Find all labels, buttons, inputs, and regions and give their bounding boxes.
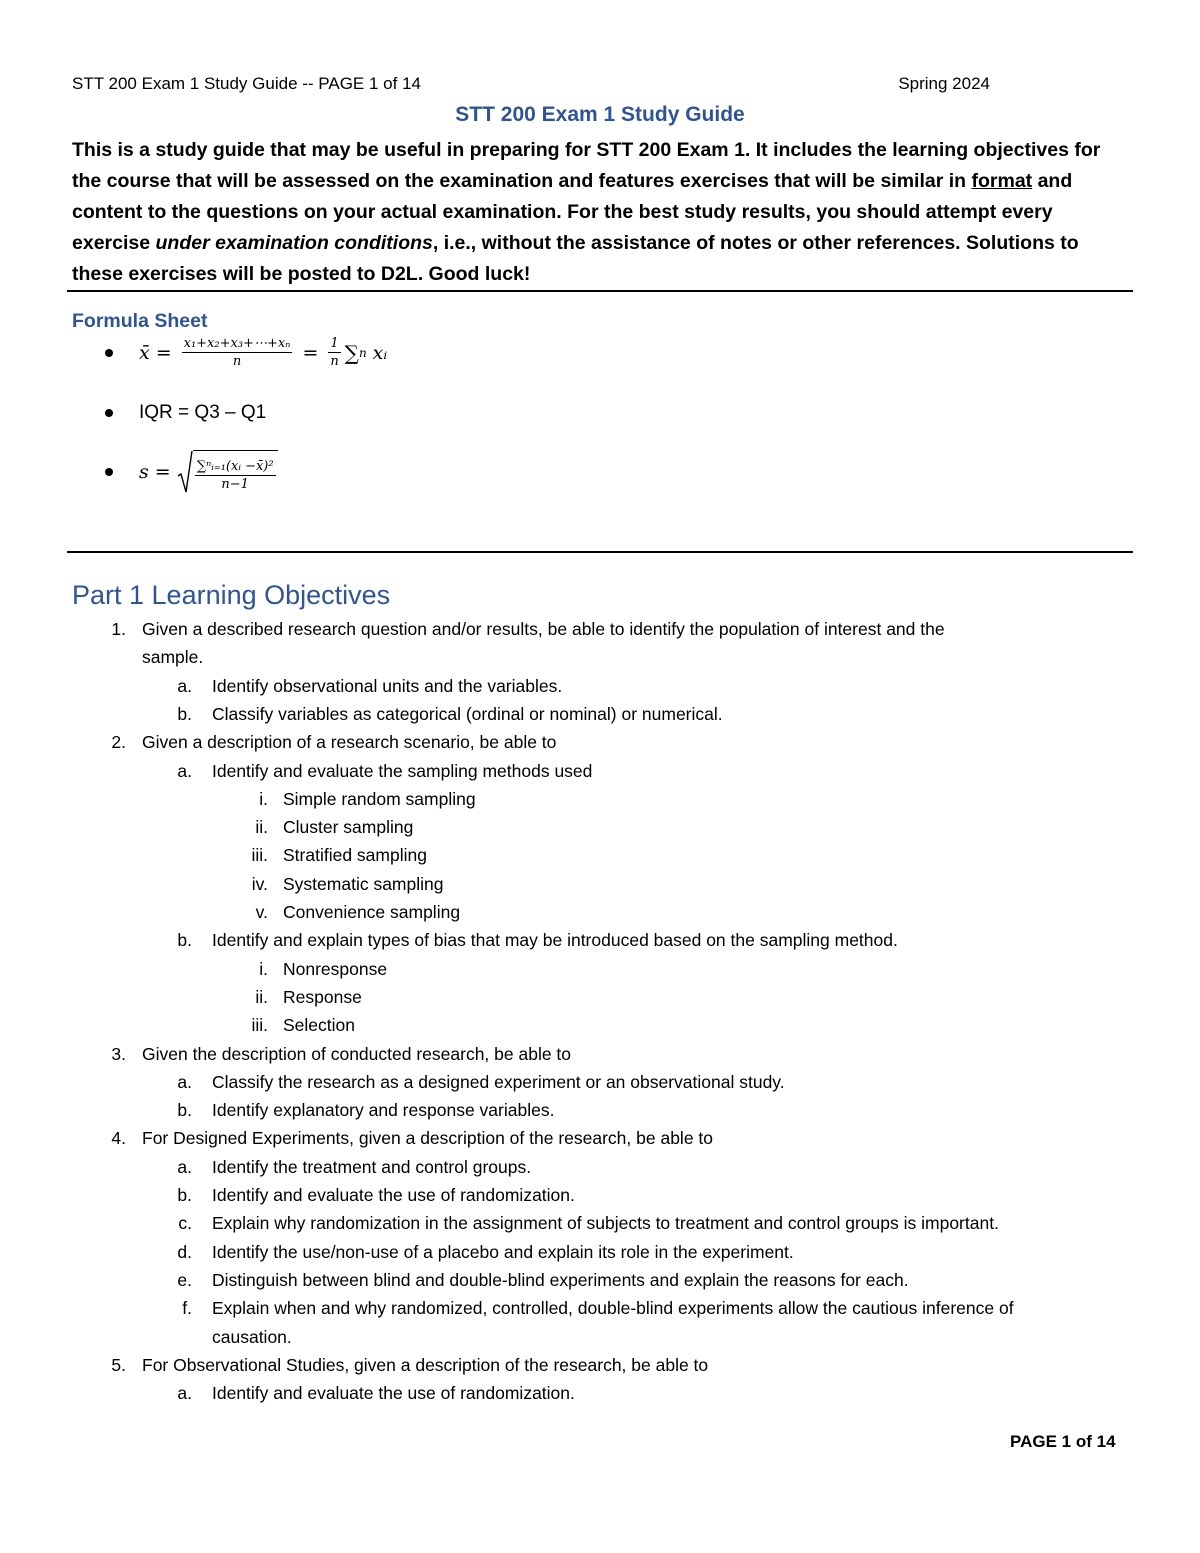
- objective-text: Explain when and why randomized, controlled, double-blind experiments allow the cautious inference of: [212, 1298, 1014, 1318]
- sd-fraction: [195, 459, 276, 492]
- divider-bottom: [67, 551, 1133, 553]
- objective-text: Systematic sampling: [283, 874, 444, 894]
- formula-sheet-heading: Formula Sheet: [72, 310, 208, 332]
- running-header: [72, 74, 990, 94]
- summation-subscript: n: [358, 345, 367, 360]
- objective-text: causation.: [212, 1327, 292, 1347]
- bullet-icon: [105, 349, 113, 357]
- objective-marker: b.: [177, 1100, 192, 1120]
- objective-text: Given a description of a research scenario, be able to: [142, 732, 557, 752]
- intro-text-3: , i.e., without the assistance of notes or other references. Solutions to these exercises will be posted to D2L. Good luck!: [72, 232, 1079, 285]
- objective-text: Explain why randomization in the assignment of subjects to treatment and control groups is important.: [212, 1213, 999, 1233]
- mean-equation: [139, 336, 387, 369]
- header-left: STT 200 Exam 1 Study Guide -- PAGE 1 of 14: [72, 74, 421, 93]
- sd-equation: [139, 450, 278, 494]
- objective-text: Stratified sampling: [283, 845, 427, 865]
- radicand: [193, 450, 278, 494]
- square-root: [177, 450, 278, 494]
- objective-marker: f.: [182, 1298, 192, 1318]
- mean-lhs: x̄: [139, 341, 150, 364]
- bullet-icon: [105, 468, 113, 476]
- divider-top: [67, 290, 1133, 292]
- sd-numerator: ∑ⁿᵢ₌₁(xᵢ −x̄)²: [196, 459, 274, 474]
- page-footer: [1010, 1432, 1116, 1452]
- equals-sign: =: [154, 461, 171, 483]
- objective-marker: i.: [259, 959, 268, 979]
- objective-marker: a.: [177, 1383, 192, 1403]
- footer-of: of: [1075, 1432, 1092, 1451]
- sd-lhs: s: [139, 461, 149, 483]
- objective-marker: a.: [177, 676, 192, 696]
- objective-text: Classify variables as categorical (ordinal or nominal) or numerical.: [212, 704, 723, 724]
- objective-marker: v.: [255, 902, 268, 922]
- objective-text: Cluster sampling: [283, 817, 414, 837]
- objective-marker: 1.: [111, 619, 126, 639]
- mean-numerator: x₁+x₂+x₃+⋯+xₙ: [183, 336, 291, 351]
- objective-text: Identify the use/non-use of a placebo and explain its role in the experiment.: [212, 1242, 794, 1262]
- objective-marker: iii.: [251, 845, 268, 865]
- summation-icon: ∑: [344, 340, 359, 365]
- objective-text: Given a described research question and/or results, be able to identify the population of interest and the: [142, 619, 945, 639]
- header-right: Spring 2024: [898, 74, 990, 93]
- objective-text: Nonresponse: [283, 959, 388, 979]
- footer-total: 14: [1096, 1432, 1116, 1451]
- sd-denominator: n−1: [221, 477, 249, 492]
- objective-marker: 2.: [111, 732, 126, 752]
- objective-text: Identify observational units and the variables.: [212, 676, 563, 696]
- footer-current: 1: [1061, 1432, 1072, 1451]
- fraction-numerator: 1: [330, 336, 339, 351]
- objective-text: sample.: [142, 647, 204, 667]
- objective-marker: b.: [177, 1185, 192, 1205]
- objective-text: Response: [283, 987, 362, 1007]
- objective-marker: ii.: [255, 987, 268, 1007]
- formula-iqr: [105, 402, 266, 424]
- formula-standard-deviation: [105, 450, 278, 494]
- objective-marker: e.: [177, 1270, 192, 1290]
- intro-text-2: and content to the questions on your actual examination. For the best study results, you should attempt every exercise: [72, 170, 1073, 254]
- one-over-n-fraction: [328, 336, 340, 369]
- objective-marker: b.: [177, 930, 192, 950]
- objective-marker: iii.: [251, 1015, 268, 1035]
- objective-text: Selection: [283, 1015, 355, 1035]
- formula-mean: [105, 336, 387, 369]
- objective-marker: a.: [177, 761, 192, 781]
- equals-sign: =: [302, 341, 319, 364]
- objective-marker: i.: [259, 789, 268, 809]
- summation-term: xᵢ: [372, 341, 388, 364]
- objective-text: Simple random sampling: [283, 789, 476, 809]
- radical-icon: [177, 450, 193, 494]
- objective-marker: ii.: [255, 817, 268, 837]
- objective-marker: iv.: [251, 874, 268, 894]
- part1-heading: Part 1 Learning Objectives: [72, 580, 391, 610]
- objective-marker: b.: [177, 704, 192, 724]
- objective-text: Identify and evaluate the sampling methods used: [212, 761, 593, 781]
- objective-marker: 5.: [111, 1355, 126, 1375]
- objective-text: Identify the treatment and control groups.: [212, 1157, 532, 1177]
- objective-text: For Designed Experiments, given a description of the research, be able to: [142, 1128, 714, 1148]
- mean-denominator: n: [232, 354, 242, 369]
- intro-paragraph: [72, 135, 1132, 290]
- intro-italic-phrase: under examination conditions: [155, 232, 433, 254]
- intro-underlined-word: format: [971, 170, 1033, 192]
- document-title: STT 200 Exam 1 Study Guide: [455, 103, 745, 126]
- objective-marker: 3.: [111, 1044, 126, 1064]
- footer-label: PAGE: [1010, 1432, 1057, 1451]
- objective-marker: d.: [177, 1242, 192, 1262]
- objective-text: Convenience sampling: [283, 902, 461, 922]
- objective-text: Identify and evaluate the use of randomization.: [212, 1185, 575, 1205]
- objective-text: Identify explanatory and response variables.: [212, 1100, 555, 1120]
- iqr-equation: IQR = Q3 – Q1: [139, 402, 267, 423]
- objective-text: Identify and explain types of bias that may be introduced based on the sampling method.: [212, 930, 898, 950]
- fraction-denominator: n: [330, 354, 339, 369]
- objective-text: Given the description of conducted research, be able to: [142, 1044, 572, 1064]
- objective-text: Identify and evaluate the use of randomization.: [212, 1383, 575, 1403]
- mean-fraction: [182, 336, 293, 369]
- objective-marker: 4.: [111, 1128, 126, 1148]
- objective-text: Distinguish between blind and double-blind experiments and explain the reasons for each.: [212, 1270, 909, 1290]
- objective-text: Classify the research as a designed experiment or an observational study.: [212, 1072, 785, 1092]
- objective-marker: c.: [178, 1213, 192, 1233]
- equals-sign: =: [155, 341, 172, 364]
- objective-text: For Observational Studies, given a description of the research, be able to: [142, 1355, 709, 1375]
- intro-text-1: This is a study guide that may be useful in preparing for STT 200 Exam 1. It includes the learning objectives for the course that will be assessed on the examination and features exercises that will be similar in: [72, 139, 1101, 192]
- bullet-icon: [105, 409, 113, 417]
- objective-marker: a.: [177, 1072, 192, 1092]
- objective-marker: a.: [177, 1157, 192, 1177]
